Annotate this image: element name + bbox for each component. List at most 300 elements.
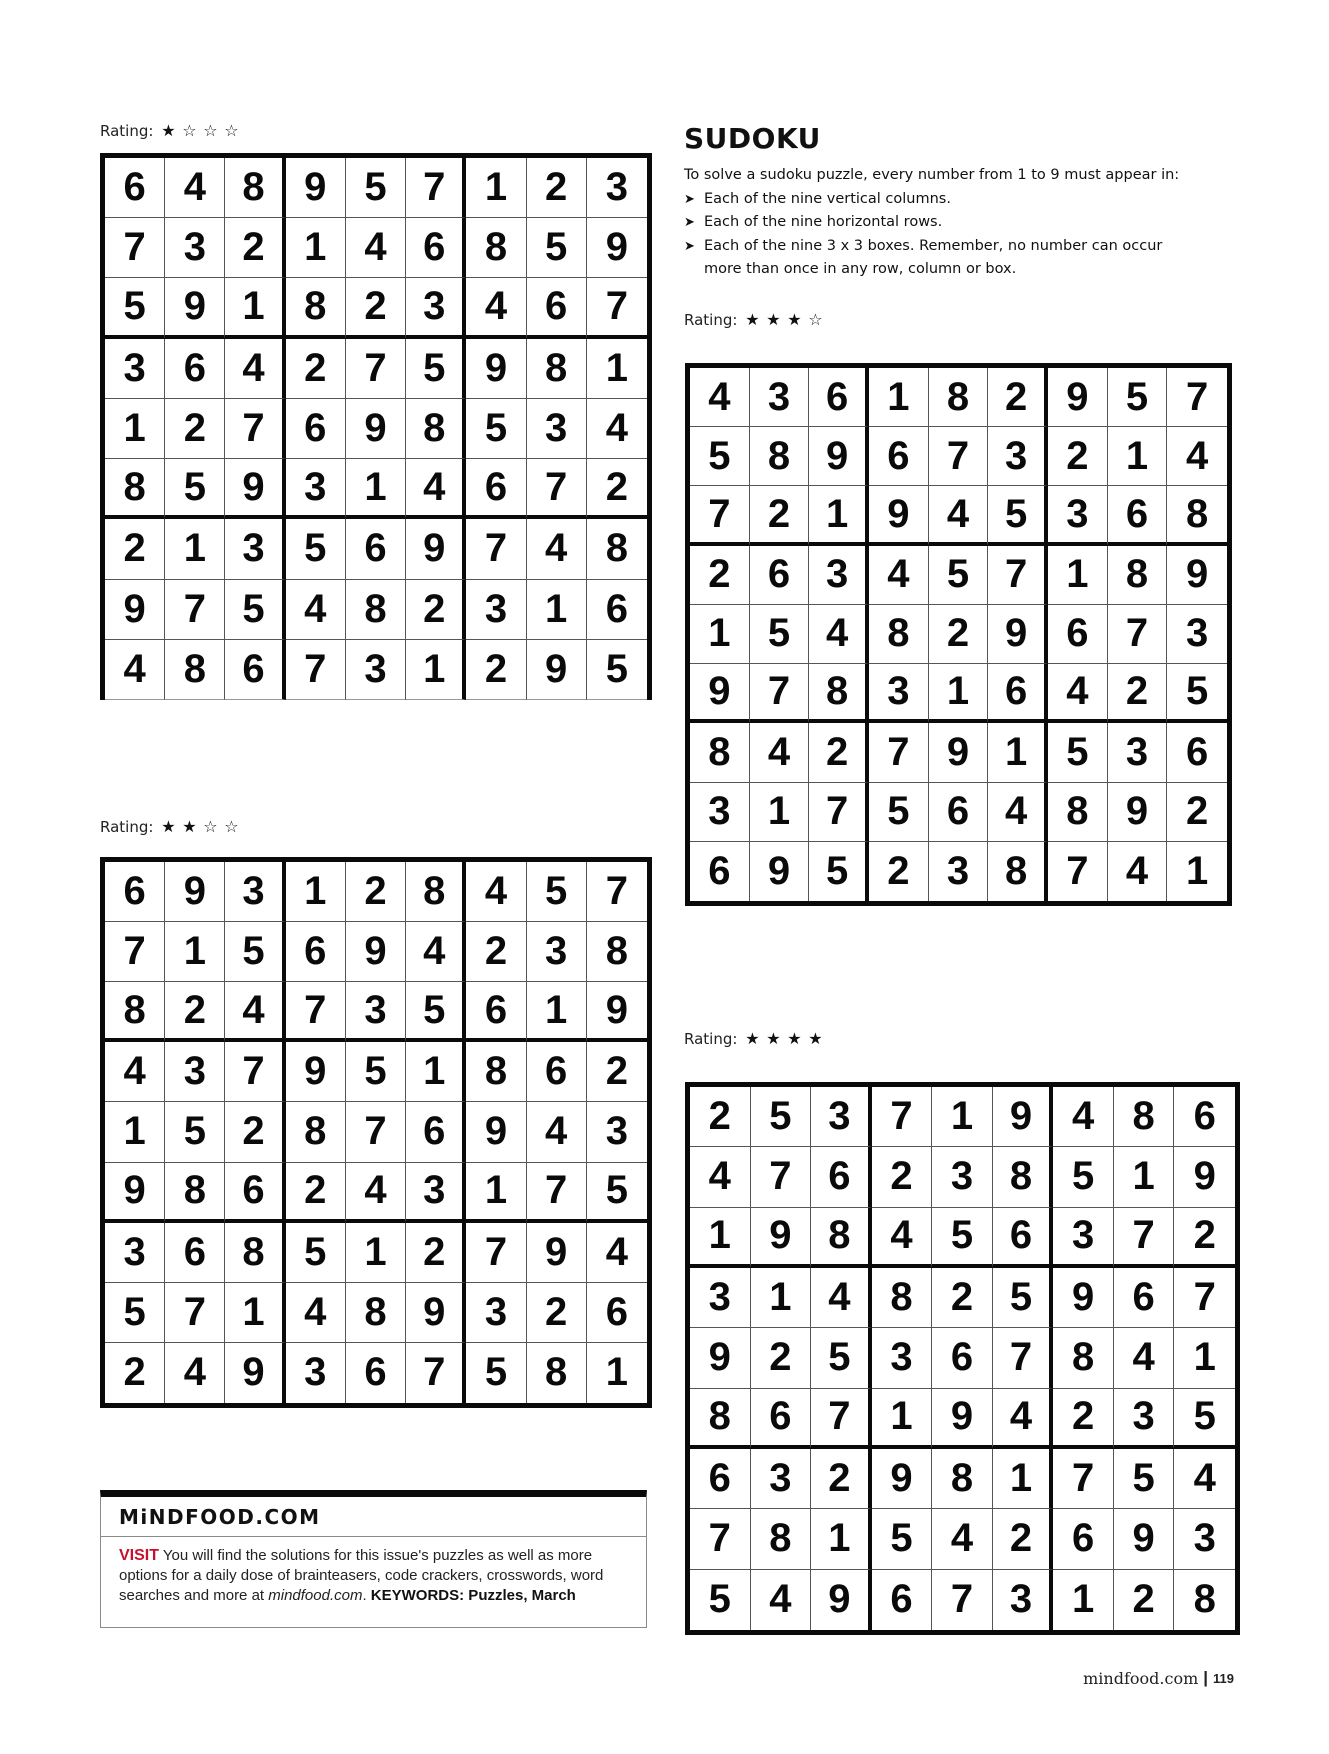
sudoku-cell: 4 [1108,842,1168,901]
sudoku-cell: 2 [872,1147,933,1207]
sudoku-cell: 4 [1053,1087,1114,1147]
sudoku-cell: 9 [1174,1147,1235,1207]
sudoku-cell: 4 [105,640,165,700]
sudoku-cell: 7 [466,519,526,579]
sudoku-cell: 6 [1053,1509,1114,1569]
sudoku-cell: 9 [527,1223,587,1283]
sudoku-cell: 8 [929,368,989,427]
sudoku-cell: 5 [587,640,647,700]
star-icon: ★ [766,1029,781,1048]
sudoku-cell: 9 [1048,368,1108,427]
sudoku-cell: 5 [811,1328,872,1388]
arrow-right-icon: ➤ [684,191,695,207]
sudoku-cell: 1 [105,1102,165,1162]
sudoku-cell: 3 [165,218,225,278]
sudoku-cell: 5 [993,1268,1054,1328]
sudoku-cell: 9 [346,399,406,459]
sudoku-cell: 7 [1053,1449,1114,1509]
sudoku-cell: 1 [1048,546,1108,605]
sudoku-cell: 4 [872,1208,933,1268]
sudoku-cell: 3 [988,427,1048,486]
sudoku-cell: 7 [406,1343,466,1403]
sudoku-cell: 7 [165,1283,225,1343]
sudoku-cell: 3 [1053,1208,1114,1268]
sudoku-cell: 4 [809,605,869,664]
sudoku-cell: 4 [1048,664,1108,723]
sudoku-cell: 4 [993,1389,1054,1449]
sudoku-cell: 4 [1174,1449,1235,1509]
sudoku-cell: 5 [346,1042,406,1102]
sudoku-cell: 7 [809,783,869,842]
sudoku-cell: 8 [1108,546,1168,605]
sudoku-cell: 5 [751,1087,812,1147]
sudoku-cell: 2 [993,1509,1054,1569]
sudoku-cell: 3 [751,1449,812,1509]
sudoku-cell: 1 [809,486,869,545]
sudoku-cell: 2 [690,546,750,605]
sudoku-cell: 8 [1048,783,1108,842]
sudoku-cell: 3 [406,1163,466,1223]
sudoku-cell: 4 [286,580,346,640]
sudoku-cell: 9 [225,1343,285,1403]
sudoku-cell: 7 [466,1223,526,1283]
sudoku-cell: 3 [811,1087,872,1147]
sudoku-cell: 7 [225,399,285,459]
rating-label: Rating: [684,311,738,329]
sudoku-cell: 9 [466,339,526,399]
sudoku-cell: 4 [587,1223,647,1283]
sudoku-cell: 9 [406,1283,466,1343]
star-icon: ★ [766,310,781,329]
sudoku-cell: 5 [165,459,225,519]
sudoku-cell: 3 [1108,723,1168,782]
sudoku-cell: 2 [1048,427,1108,486]
sudoku-cell: 1 [165,922,225,982]
footer-site: mindfood.com [1083,1668,1199,1688]
sudoku-cell: 7 [690,486,750,545]
sudoku-cell: 8 [1114,1087,1175,1147]
sudoku-cell: 9 [105,1163,165,1223]
sudoku-cell: 2 [286,339,346,399]
sudoku-cell: 1 [1108,427,1168,486]
sudoku-cell: 3 [1167,605,1227,664]
sudoku-cell: 4 [690,368,750,427]
sudoku-cell: 6 [869,427,929,486]
sudoku-cell: 5 [165,1102,225,1162]
sudoku-cell: 5 [809,842,869,901]
sudoku-cell: 4 [527,1102,587,1162]
sudoku-cell: 6 [165,1223,225,1283]
sudoku-cell: 8 [993,1147,1054,1207]
sudoku-cell: 2 [527,158,587,218]
sudoku-cell: 6 [587,1283,647,1343]
rating-label: Rating: [684,1030,738,1048]
sudoku-cell: 7 [1167,368,1227,427]
sudoku-cell: 9 [1108,783,1168,842]
sudoku-cell: 5 [1114,1449,1175,1509]
sudoku-cell: 8 [1167,486,1227,545]
sudoku-cell: 3 [225,519,285,579]
sudoku-cell: 3 [690,1268,751,1328]
sudoku-cell: 6 [527,1042,587,1102]
sudoku-cell: 4 [751,1570,812,1630]
sudoku-cell: 8 [690,1389,751,1449]
sudoku-cell: 8 [587,519,647,579]
sudoku-cell: 8 [1053,1328,1114,1388]
sudoku-cell: 8 [286,278,346,338]
sudoku-cell: 6 [587,580,647,640]
sudoku-cell: 9 [1053,1268,1114,1328]
sudoku-cell: 4 [527,519,587,579]
star-outline-icon: ☆ [182,121,197,140]
sudoku-cell: 6 [105,862,165,922]
sudoku-cell: 9 [587,982,647,1042]
sudoku-cell: 3 [929,842,989,901]
sudoku-cell: 2 [406,580,466,640]
sudoku-cell: 8 [527,339,587,399]
visit-label: VISIT [119,1547,160,1564]
sudoku-cell: 3 [1114,1389,1175,1449]
sudoku-cell: 1 [587,339,647,399]
sudoku-cell: 2 [1108,664,1168,723]
sudoku-cell: 6 [346,1343,406,1403]
sudoku-cell: 2 [165,399,225,459]
sudoku-cell: 6 [751,1389,812,1449]
sudoku-cell: 5 [1108,368,1168,427]
sudoku-cell: 1 [1053,1570,1114,1630]
sudoku-cell: 6 [690,842,750,901]
sudoku-cell: 6 [811,1147,872,1207]
sudoku-cell: 6 [225,1163,285,1223]
sudoku-cell: 7 [690,1509,751,1569]
sudoku-cell: 6 [932,1328,993,1388]
sudoku-cell: 9 [809,427,869,486]
sudoku-cell: 8 [105,982,165,1042]
sudoku-cell: 5 [286,519,346,579]
sudoku-cell: 1 [466,1163,526,1223]
sudoku-cell: 9 [751,1208,812,1268]
sudoku-cell: 4 [165,158,225,218]
sudoku-cell: 5 [690,427,750,486]
sudoku-cell: 1 [869,368,929,427]
page-footer [1083,1668,1234,1688]
sudoku-cell: 3 [993,1570,1054,1630]
sudoku-cell: 3 [872,1328,933,1388]
sudoku-cell: 8 [466,1042,526,1102]
sudoku-cell: 3 [286,1343,346,1403]
sudoku-cell: 7 [346,1102,406,1162]
sudoku-cell: 6 [165,339,225,399]
sudoku-cell: 6 [286,399,346,459]
sudoku-cell: 6 [1174,1087,1235,1147]
sudoku-cell: 9 [466,1102,526,1162]
instruction-bullet: ➤ Each of the nine vertical columns. [684,188,1204,212]
sudoku-cell: 5 [286,1223,346,1283]
sudoku-cell: 1 [346,1223,406,1283]
sudoku-cell: 3 [346,982,406,1042]
arrow-right-icon: ➤ [684,238,695,254]
sudoku-cell: 9 [527,640,587,700]
sudoku-cell: 6 [466,459,526,519]
sudoku-cell: 3 [466,580,526,640]
sudoku-cell: 3 [165,1042,225,1102]
rating-stars [159,123,240,139]
sudoku-cell: 9 [1167,546,1227,605]
sudoku-cell: 9 [988,605,1048,664]
sudoku-cell: 7 [286,982,346,1042]
sudoku-cell: 3 [527,922,587,982]
rating-stars [743,312,824,328]
star-icon: ★ [745,1029,760,1048]
sudoku-cell: 9 [286,1042,346,1102]
sudoku-cell: 5 [225,922,285,982]
sudoku-cell: 2 [1114,1570,1175,1630]
sudoku-cell: 6 [690,1449,751,1509]
sudoku-cell: 8 [988,842,1048,901]
sudoku-cell: 8 [811,1208,872,1268]
sudoku-cell: 8 [751,1509,812,1569]
sudoku-cell: 1 [932,1087,993,1147]
sudoku-cell: 8 [165,1163,225,1223]
sudoku-cell: 9 [690,664,750,723]
sudoku-cell: 2 [466,640,526,700]
sudoku-cell: 2 [690,1087,751,1147]
rating-label: Rating: [100,122,154,140]
sudoku-cell: 8 [750,427,810,486]
sudoku-cell: 9 [750,842,810,901]
sudoku-cell: 3 [406,278,466,338]
sudoku-cell: 2 [286,1163,346,1223]
rating-label: Rating: [100,818,154,836]
sudoku-cell: 5 [869,783,929,842]
sudoku-cell: 3 [105,1223,165,1283]
sudoku-grid-bottom-right [685,1082,1240,1635]
sudoku-cell: 9 [1114,1509,1175,1569]
star-outline-icon: ☆ [203,121,218,140]
sudoku-cell: 7 [406,158,466,218]
sudoku-cell: 4 [406,922,466,982]
sudoku-cell: 9 [993,1087,1054,1147]
page-number: 119 [1213,1670,1234,1686]
sudoku-cell: 2 [751,1328,812,1388]
sudoku-grid-middle-left [100,857,652,1408]
instruction-bullet: ➤ Each of the nine 3 x 3 boxes. Remember, no number can occur more than once in any row, column or box. [684,235,1204,282]
sudoku-cell: 2 [527,1283,587,1343]
sudoku-cell: 9 [869,486,929,545]
sudoku-cell: 8 [466,218,526,278]
rating-top-right [684,311,824,329]
sudoku-cell: 4 [932,1509,993,1569]
sudoku-cell: 3 [225,862,285,922]
sudoku-cell: 6 [406,218,466,278]
sudoku-cell: 2 [1053,1389,1114,1449]
star-icon: ★ [787,310,802,329]
sudoku-cell: 1 [751,1268,812,1328]
star-outline-icon: ☆ [224,817,239,836]
sudoku-cell: 9 [165,862,225,922]
sudoku-cell: 2 [225,1102,285,1162]
sudoku-cell: 7 [751,1147,812,1207]
sudoku-cell: 4 [346,1163,406,1223]
sudoku-cell: 9 [165,278,225,338]
sudoku-cell: 2 [466,922,526,982]
sudoku-cell: 1 [1174,1328,1235,1388]
sudoku-cell: 8 [872,1268,933,1328]
sudoku-cell: 9 [587,218,647,278]
sudoku-cell: 1 [286,218,346,278]
sudoku-cell: 8 [527,1343,587,1403]
sudoku-cell: 6 [988,664,1048,723]
sudoku-cell: 5 [1174,1389,1235,1449]
sudoku-cell: 2 [225,218,285,278]
sudoku-cell: 1 [527,982,587,1042]
sudoku-cell: 3 [527,399,587,459]
sudoku-cell: 8 [690,723,750,782]
sudoku-cell: 4 [869,546,929,605]
sudoku-cell: 1 [527,580,587,640]
sudoku-cell: 2 [346,862,406,922]
sudoku-cell: 3 [587,1102,647,1162]
sudoku-cell: 9 [406,519,466,579]
sudoku-cell: 1 [988,723,1048,782]
sudoku-cell: 1 [811,1509,872,1569]
sudoku-cell: 8 [587,922,647,982]
sudoku-cell: 8 [406,862,466,922]
star-icon: ★ [808,1029,823,1048]
sudoku-cell: 5 [105,1283,165,1343]
sudoku-cell: 9 [105,580,165,640]
sudoku-cell: 3 [105,339,165,399]
sudoku-grid-top-right [685,363,1232,906]
sudoku-cell: 2 [587,459,647,519]
sudoku-cell: 2 [929,605,989,664]
sudoku-cell: 4 [988,783,1048,842]
rating-stars [159,819,240,835]
sudoku-cell: 8 [346,1283,406,1343]
sudoku-cell: 6 [1167,723,1227,782]
sudoku-cell: 1 [690,1208,751,1268]
sudoku-cell: 2 [587,1042,647,1102]
sudoku-cell: 6 [1048,605,1108,664]
sudoku-cell: 6 [993,1208,1054,1268]
sudoku-cell: 7 [1114,1208,1175,1268]
sudoku-cell: 1 [993,1449,1054,1509]
sudoku-cell: 9 [286,158,346,218]
sudoku-cell: 7 [993,1328,1054,1388]
sudoku-cell: 3 [690,783,750,842]
sudoku-cell: 2 [105,519,165,579]
sudoku-cell: 8 [225,158,285,218]
brand-heading: MiNDFOOD.COM [101,1497,646,1537]
sudoku-cell: 1 [346,459,406,519]
sudoku-cell: 4 [1114,1328,1175,1388]
footer-separator: | [1203,1668,1209,1687]
sudoku-cell: 7 [587,862,647,922]
sudoku-cell: 4 [587,399,647,459]
sudoku-cell: 8 [406,399,466,459]
sudoku-cell: 3 [587,158,647,218]
sudoku-cell: 5 [587,1163,647,1223]
sudoku-cell: 6 [1108,486,1168,545]
sudoku-cell: 2 [869,842,929,901]
sudoku-cell: 5 [105,278,165,338]
sudoku-cell: 7 [105,218,165,278]
sudoku-cell: 7 [869,723,929,782]
sudoku-cell: 4 [466,862,526,922]
sudoku-cell: 7 [988,546,1048,605]
sudoku-cell: 6 [929,783,989,842]
sudoku-cell: 2 [346,278,406,338]
sudoku-cell: 6 [809,368,869,427]
sudoku-cell: 4 [406,459,466,519]
sudoku-cell: 5 [1167,664,1227,723]
sudoku-cell: 8 [225,1223,285,1283]
sudoku-cell: 7 [1108,605,1168,664]
sudoku-cell: 4 [750,723,810,782]
sudoku-cell: 5 [527,218,587,278]
sudoku-cell: 5 [1053,1147,1114,1207]
sudoku-cell: 5 [406,982,466,1042]
sudoku-cell: 4 [466,278,526,338]
sudoku-cell: 1 [225,278,285,338]
sudoku-cell: 1 [605,1350,628,1395]
keywords: KEYWORDS: Puzzles, March [366,1587,576,1604]
star-icon: ★ [787,1029,802,1048]
sudoku-cell: 5 [527,862,587,922]
sudoku-cell: 1 [286,862,346,922]
sudoku-cell: 8 [346,580,406,640]
info-text: VISIT You will find the solutions for this issue's puzzles as well as more options for a daily dose of brainteasers, code crackers, crosswords, word searches and more at mindfood.com. KEYWORDS: Puzzles, March [119,1547,604,1604]
sudoku-cell: 5 [932,1208,993,1268]
sudoku-cell: 2 [809,723,869,782]
sudoku-cell: 5 [225,580,285,640]
sudoku-cell: 3 [1174,1509,1235,1569]
site-link[interactable]: mindfood.com [268,1587,363,1604]
sudoku-cell: 1 [872,1389,933,1449]
sudoku-cell: 3 [869,664,929,723]
sudoku-cell: 5 [406,339,466,399]
sudoku-cell: 7 [286,640,346,700]
sudoku-cell: 5 [466,1343,526,1403]
sudoku-cell: 6 [1114,1268,1175,1328]
star-outline-icon: ☆ [808,310,823,329]
sudoku-cell: 1 [750,783,810,842]
sudoku-cell: 7 [1174,1268,1235,1328]
sudoku-cell: 5 [346,158,406,218]
sudoku-cell: 6 [346,519,406,579]
rating-stars [743,1031,824,1047]
sudoku-cell: 3 [750,368,810,427]
sudoku-cell: 6 [466,982,526,1042]
sudoku-cell: 1 [406,1042,466,1102]
sudoku-cell: 7 [527,1163,587,1223]
sudoku-cell: 4 [690,1147,751,1207]
sudoku-cell: 6 [286,922,346,982]
sudoku-cell: 1 [105,399,165,459]
sudoku-cell: 8 [105,459,165,519]
star-icon: ★ [745,310,760,329]
star-icon: ★ [161,121,176,140]
sudoku-cell: 7 [872,1087,933,1147]
arrow-right-icon: ➤ [684,215,695,230]
sudoku-cell: 7 [929,427,989,486]
sudoku-cell: 1 [466,158,526,218]
star-icon: ★ [182,817,197,836]
sudoku-cell: 5 [750,605,810,664]
sudoku-cell: 1 [690,605,750,664]
sudoku-cell: 8 [1193,1577,1216,1622]
sudoku-cell: 4 [225,982,285,1042]
